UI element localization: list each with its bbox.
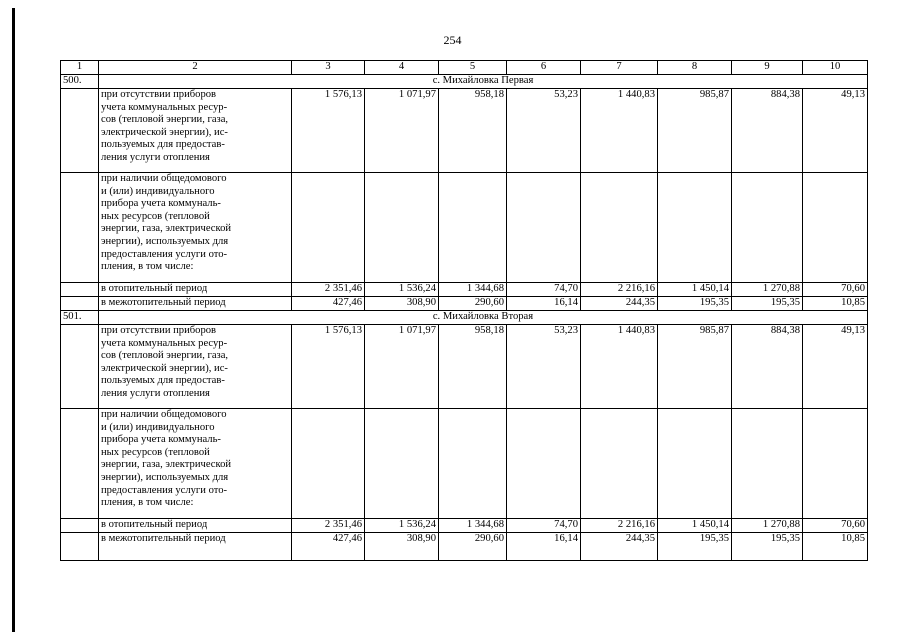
description-line: ления услуги отопления [101,387,210,399]
value-cell: 70,60 [803,519,868,533]
column-header: 1 [61,61,99,75]
value-cell [732,173,803,283]
row-number-cell [61,409,99,519]
description-line: при отсутствии приборов [101,325,217,336]
value-cell: 195,35 [658,533,732,561]
value-cell: 1 536,24 [365,519,439,533]
value-cell [581,173,658,283]
description-line: учета коммунальных ресур- [101,101,228,113]
section-number: 500. [61,75,99,89]
row-description [99,533,292,561]
page-edge-bar [12,8,15,632]
value-cell [365,173,439,283]
description-line: предоставления услуги ото- [101,484,228,496]
table-row [61,89,868,173]
value-cell: 1 344,68 [439,283,507,297]
value-cell: 195,35 [658,297,732,311]
table-row [61,409,868,519]
value-cell: 1 440,83 [581,325,658,409]
value-cell [658,409,732,519]
column-header: 3 [292,61,365,75]
description-line: сов (тепловой энергии, газа, [101,114,229,126]
description-line: пользуемых для предостав- [101,375,225,387]
value-cell: 49,13 [803,325,868,409]
description-line: учета коммунальных ресур- [101,337,228,349]
row-number-cell [61,297,99,311]
description-line: при отсутствии приборов [101,89,217,100]
description-line: энергии), используемых для [101,471,229,483]
value-cell: 74,70 [507,283,581,297]
value-cell: 958,18 [439,325,507,409]
value-cell: 985,87 [658,89,732,173]
value-cell [658,173,732,283]
value-cell: 1 071,97 [365,325,439,409]
value-cell [365,409,439,519]
value-cell: 1 344,68 [439,519,507,533]
value-cell: 884,38 [732,325,803,409]
section-title: с. Михайловка Вторая [99,311,868,325]
description-line: электрической энергии), ис- [101,126,228,138]
column-header: 2 [99,61,292,75]
value-cell [581,409,658,519]
table-row [61,519,868,533]
column-header: 4 [365,61,439,75]
row-number-cell [61,89,99,173]
value-cell: 1 071,97 [365,89,439,173]
description-line: пления, в том числе: [101,497,194,509]
value-cell: 308,90 [365,533,439,561]
value-cell: 1 270,88 [732,283,803,297]
column-header: 9 [732,61,803,75]
description-line: при наличии общедомового [101,409,227,420]
value-cell: 427,46 [292,297,365,311]
description-line: ных ресурсов (тепловой [101,210,210,222]
value-cell: 1 536,24 [365,283,439,297]
value-cell [439,409,507,519]
description-line: пления, в том числе: [101,261,194,273]
row-number-cell [61,533,99,561]
description-line: в межотопительный период [101,297,226,308]
value-cell [292,409,365,519]
description-line: и (или) индивидуального [101,185,215,197]
row-number-cell [61,173,99,283]
value-cell: 244,35 [581,297,658,311]
value-cell: 427,46 [292,533,365,561]
value-cell: 74,70 [507,519,581,533]
section-header-row [61,311,868,325]
column-header: 6 [507,61,581,75]
description-line: прибора учета коммуналь- [101,434,221,446]
row-description [99,519,292,533]
description-line: и (или) индивидуального [101,421,215,433]
page-number: 254 [443,33,462,47]
row-description [99,297,292,311]
value-cell: 290,60 [439,297,507,311]
table-row [61,533,868,561]
description-line: при наличии общедомового [101,173,227,184]
table-row [61,283,868,297]
value-cell: 2 351,46 [292,519,365,533]
value-cell: 308,90 [365,297,439,311]
row-description [99,283,292,297]
value-cell: 10,85 [803,297,868,311]
value-cell [803,173,868,283]
value-cell: 49,13 [803,89,868,173]
column-number-header-row [61,61,868,75]
description-line: в межотопительный период [101,533,226,544]
section-header-row [61,75,868,89]
column-header: 5 [439,61,507,75]
table-row [61,325,868,409]
value-cell: 1 450,14 [658,519,732,533]
description-line: энергии, газа, электрической [101,223,232,235]
value-cell [292,173,365,283]
value-cell: 2 216,16 [581,283,658,297]
value-cell: 16,14 [507,533,581,561]
value-cell: 195,35 [732,533,803,561]
value-cell: 53,23 [507,325,581,409]
description-line: пользуемых для предостав- [101,139,225,151]
description-line: сов (тепловой энергии, газа, [101,350,229,362]
value-cell [732,409,803,519]
table-row [61,297,868,311]
column-header: 7 [581,61,658,75]
value-cell: 195,35 [732,297,803,311]
value-cell [439,173,507,283]
description-line: предоставления услуги ото- [101,248,228,260]
value-cell: 290,60 [439,533,507,561]
row-description [99,409,292,519]
row-number-cell [61,283,99,297]
description-line: ления услуги отопления [101,151,210,163]
value-cell: 244,35 [581,533,658,561]
value-cell: 16,14 [507,297,581,311]
column-header: 10 [803,61,868,75]
description-line: прибора учета коммуналь- [101,198,221,210]
description-line: в отопительный период [101,519,208,530]
description-line: энергии), используемых для [101,235,229,247]
row-description [99,173,292,283]
table-body [61,75,868,561]
value-cell [507,409,581,519]
description-line: энергии, газа, электрической [101,459,232,471]
row-description [99,325,292,409]
table-row [61,173,868,283]
value-cell: 53,23 [507,89,581,173]
value-cell: 1 270,88 [732,519,803,533]
section-number: 501. [61,311,99,325]
value-cell: 958,18 [439,89,507,173]
row-number-cell [61,519,99,533]
description-line: электрической энергии), ис- [101,362,228,374]
value-cell: 1 450,14 [658,283,732,297]
description-line: ных ресурсов (тепловой [101,446,210,458]
column-header: 8 [658,61,732,75]
value-cell: 1 576,13 [292,325,365,409]
value-cell: 2 216,16 [581,519,658,533]
value-cell: 10,85 [803,533,868,561]
section-title: с. Михайловка Первая [99,75,868,89]
row-description [99,89,292,173]
value-cell [803,409,868,519]
value-cell: 1 576,13 [292,89,365,173]
row-number-cell [61,325,99,409]
value-cell [507,173,581,283]
value-cell: 1 440,83 [581,89,658,173]
tariff-table [60,60,868,561]
value-cell: 70,60 [803,283,868,297]
value-cell: 2 351,46 [292,283,365,297]
value-cell: 985,87 [658,325,732,409]
description-line: в отопительный период [101,283,208,294]
value-cell: 884,38 [732,89,803,173]
